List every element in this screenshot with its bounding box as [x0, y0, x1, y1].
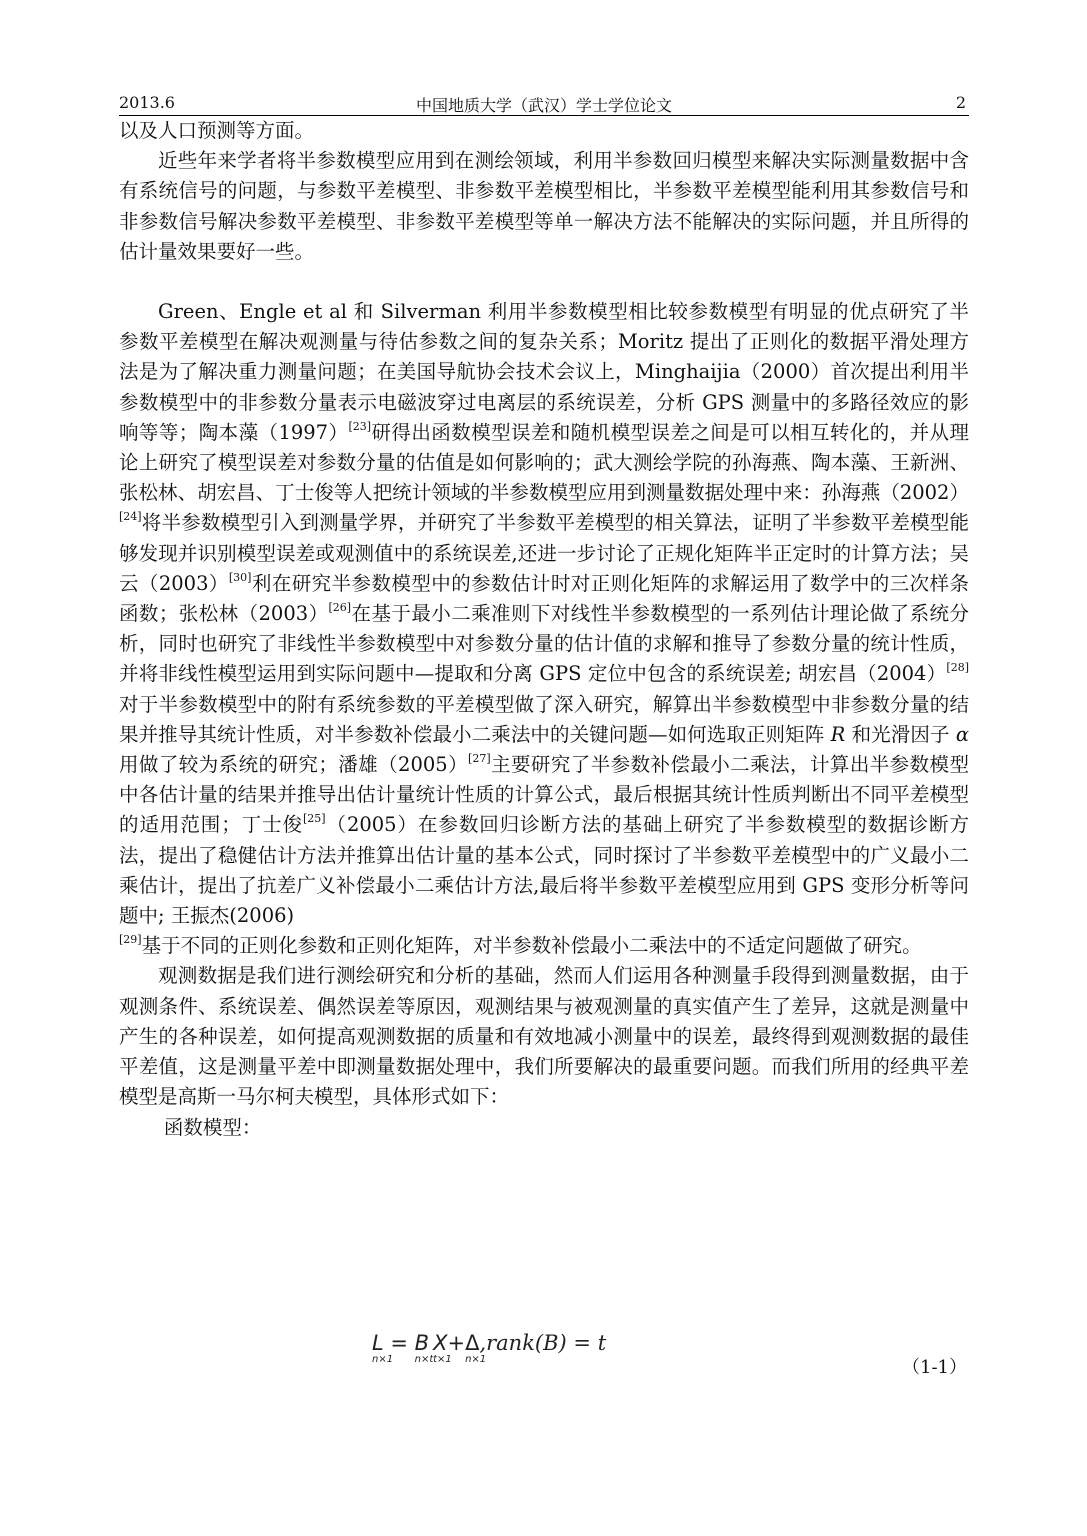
- citation-ref: [27]: [468, 752, 491, 766]
- header-title: 中国地质大学（武汉）学士学位论文: [415, 96, 672, 115]
- text-span: （2005）在参数回归诊断方法的基础上研究了半参数模型的数据诊断方法，提出了稳健估计方法并推算出估计量的基本公式，同时探讨了半参数平差模型中的广义最小二乘估计，提出了抗差广义补偿最小二乘估计方法,最后将半参数平差模型应用到 GPS 变形分析等问题中; 王振杰(2006): [119, 813, 969, 928]
- eq-symbol-delta: Δ n×1: [465, 1331, 487, 1365]
- paragraph-continuation: 以及人口预测等方面。: [119, 119, 315, 142]
- equation-1-1: [372, 1331, 607, 1365]
- eq-symbol-x: X t×1: [433, 1331, 452, 1365]
- header-date: 2013.6: [119, 93, 175, 112]
- eq-symbol-b: B n×t: [414, 1331, 434, 1365]
- page-header: [119, 93, 969, 116]
- paragraph-intro: 近些年来学者将半参数模型应用到在测绘领域，利用半参数回归模型来解决实际测量数据中含有系统信号的问题，与参数平差模型、非参数平差模型相比，半参数平差模型能利用其参数信号和非参数信号解决参数平差模型、非参数平差模型等单一解决方法不能解决的实际问题，并且所得的估计量效果要好一些。: [119, 149, 969, 263]
- equation-number: （1-1）: [902, 1357, 967, 1378]
- citation-ref: [28]: [946, 661, 969, 675]
- symbol-r: R: [830, 722, 846, 746]
- eq-symbol-l: L n×1: [372, 1331, 394, 1365]
- paragraph-observation: 观测数据是我们进行测绘研究和分析的基础，然而人们运用各种测量手段得到测量数据，由于观测条件、系统误差、偶然误差等原因，观测结果与被观测量的真实值产生了差异，这就是测量中产生的各种误差，如何提高观测数据的质量和有效地减小测量中的误差，最终得到观测数据的最佳平差值，这是测量平差中即测量数据处理中，我们所要解决的最重要问题。而我们所用的经典平差模型是高斯一马尔柯夫模型，具体形式如下：: [119, 964, 969, 1109]
- text-span: 和光滑因子: [845, 722, 956, 746]
- eq-subscript: n×1: [465, 1354, 487, 1365]
- paragraph-literature-review: [119, 297, 969, 961]
- header-page-number: 2: [955, 93, 966, 112]
- text-span: Green、Engle et al 和 Silverman 利用半参数模型相比较参数模型有明显的优点研究了半参数平差模型在解决观测量与待估参数之间的复杂关系；Moritz 提出了正则化的数据平滑处理方法是为了解决重力测量问题；在美国导航协会技术会议上，Minghaijia（2000）首次提出利用半参数模型中的非参数分量表示电磁波穿过电离层的系统误差，分析 GPS 测量中的多路径效应的影响等等；陶本藻（1997）: [119, 300, 969, 444]
- text-span: 研得出函数模型误差和随机模型误差之间是可以相互转化的，并从理论上研究了模型误差对参数分量的估值是如何影响的；武大测绘学院的孙海燕、陶本藻、王新洲、张松林、胡宏昌、丁士俊等人把统计领域的半参数模型应用到测量数据处理中来：孙海燕（2002）: [119, 420, 969, 505]
- eq-rank: ,rank(B) = t: [479, 1331, 607, 1355]
- eq-subscript: n×1: [372, 1354, 394, 1365]
- eq-equals: =: [383, 1331, 415, 1355]
- citation-ref: [30]: [228, 570, 252, 584]
- citation-ref: [23]: [348, 419, 372, 433]
- text-span: 在基于最小二乘准则下对线性半参数模型的一系列估计理论做了系统分析，同时也研究了非线性半参数模型中对参数分量的估计值的求解和推导了参数分量的统计性质，并将非线性模型运用到实际问题中—提取和分离 GPS 定位中包含的系统误差; 胡宏昌（2004）: [119, 602, 969, 686]
- paragraph-gap: [119, 267, 969, 297]
- citation-ref: [26]: [328, 601, 352, 615]
- eq-plus: +: [447, 1331, 466, 1355]
- text-span: 利在研究半参数模型中的参数估计时对正则化矩阵的求解运用了数学中的三次样条函数；张松林（2003）: [119, 571, 969, 626]
- symbol-alpha: α: [955, 722, 969, 746]
- text-span: 将半参数模型引入到测量学界，并研究了半参数平差模型的相关算法，证明了半参数平差模型能够发现并识别模型误差或观测值中的系统误差,还进一步讨论了正规化矩阵半正定时的计算方法；吴云（2003）: [119, 511, 969, 595]
- document-body: [119, 116, 969, 1143]
- eq-subscript: t×1: [433, 1354, 452, 1365]
- eq-subscript: n×t: [414, 1354, 434, 1365]
- functional-model-label: 函数模型：: [163, 1115, 262, 1139]
- citation-ref: [29]: [119, 933, 142, 947]
- text-span: 用做了较为系统的研究；潘雄（2005）: [119, 753, 469, 777]
- citation-ref: [25]: [302, 812, 326, 826]
- citation-ref: [24]: [119, 510, 142, 524]
- text-span: 主要研究了半参数补偿最小二乘法，计算出半参数模型中各估计量的结果并推导出估计量统计性质的计算公式，最后根据其统计性质判断出不同平差模型的适用范围；丁士俊: [119, 753, 969, 837]
- text-span: 对于半参数模型中的附有系统参数的平差模型做了深入研究，解算出半参数模型中非参数分量的结果并推导其统计性质，对半参数补偿最小二乘法中的关键问题—如何选取正则矩阵: [119, 692, 969, 746]
- text-span: 基于不同的正则化参数和正则化矩阵，对半参数补偿最小二乘法中的不适定问题做了研究。: [141, 934, 922, 958]
